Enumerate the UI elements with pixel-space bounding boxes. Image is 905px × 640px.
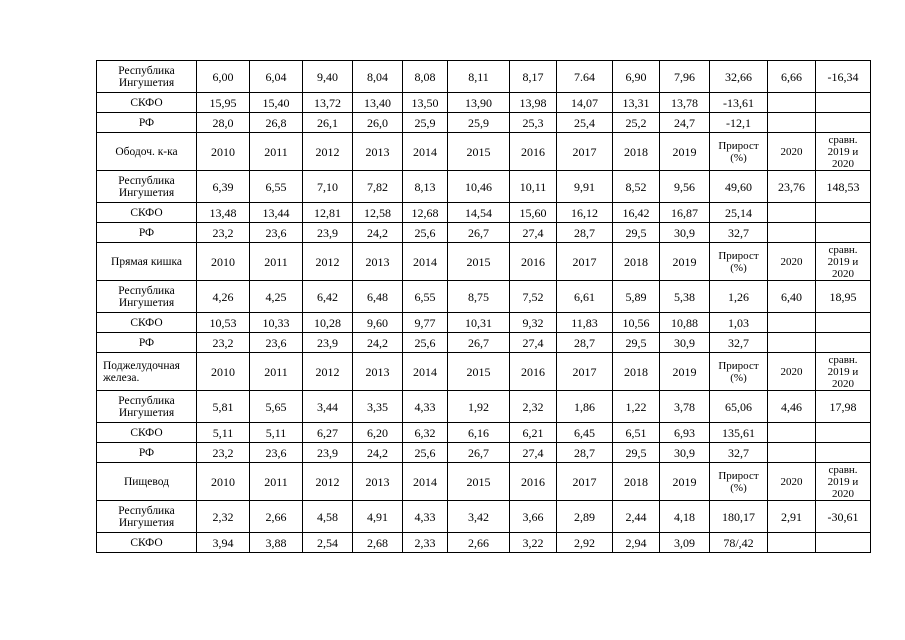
column-header-cell: 2014	[403, 133, 448, 171]
table-cell: 28,7	[557, 333, 613, 353]
table-cell: 2,91	[768, 501, 816, 533]
table-cell: 6,45	[557, 423, 613, 443]
table-cell: 6,90	[613, 61, 660, 93]
column-header-cell: 2016	[510, 353, 557, 391]
table-cell: 5,89	[613, 281, 660, 313]
table-cell: 1,92	[448, 391, 510, 423]
column-header-cell: 2020	[768, 133, 816, 171]
region-label-cell: РФ	[97, 333, 197, 353]
table-cell: 7.64	[557, 61, 613, 93]
table-cell: 3,44	[303, 391, 353, 423]
table-cell: 2,94	[613, 533, 660, 553]
table-cell	[768, 93, 816, 113]
column-header-cell: 2014	[403, 353, 448, 391]
table-cell: 8,75	[448, 281, 510, 313]
table-cell: 3,42	[448, 501, 510, 533]
table-cell: 32,7	[710, 443, 768, 463]
table-cell: 26,7	[448, 443, 510, 463]
column-header-cell: 2010	[197, 243, 250, 281]
table-cell: 6,39	[197, 171, 250, 203]
column-header-cell: 2017	[557, 133, 613, 171]
column-header-cell: 2012	[303, 463, 353, 501]
table-cell: 4,33	[403, 391, 448, 423]
table-cell: 27,4	[510, 223, 557, 243]
region-label-cell: Республика Ингушетия	[97, 501, 197, 533]
table-cell: 12,81	[303, 203, 353, 223]
table-cell: 180,17	[710, 501, 768, 533]
table-cell: 24,2	[353, 333, 403, 353]
table-cell: 5,11	[197, 423, 250, 443]
table-cell: 6,32	[403, 423, 448, 443]
table-cell: 7,10	[303, 171, 353, 203]
table-cell: 13,48	[197, 203, 250, 223]
table-cell: 3,09	[660, 533, 710, 553]
table-cell	[816, 113, 871, 133]
column-header-cell: 2018	[613, 353, 660, 391]
table-cell: 29,5	[613, 443, 660, 463]
table-cell	[816, 203, 871, 223]
table-cell: 8,13	[403, 171, 448, 203]
table-cell: 2,54	[303, 533, 353, 553]
table-cell: 1,26	[710, 281, 768, 313]
column-header-cell: 2019	[660, 133, 710, 171]
table-row	[97, 203, 871, 223]
table-cell: 16,12	[557, 203, 613, 223]
table-cell: 6,51	[613, 423, 660, 443]
column-header-cell: 2016	[510, 133, 557, 171]
region-label-cell: РФ	[97, 443, 197, 463]
column-header-cell: Прирост (%)	[710, 463, 768, 501]
table-cell: 10,56	[613, 313, 660, 333]
table-cell: 23,6	[250, 333, 303, 353]
table-cell: 7,82	[353, 171, 403, 203]
table-cell: 8,52	[613, 171, 660, 203]
table-cell: 2,32	[510, 391, 557, 423]
table-cell: 2,66	[250, 501, 303, 533]
table-cell: 28,7	[557, 223, 613, 243]
table-cell: 7,52	[510, 281, 557, 313]
table-cell: 9,56	[660, 171, 710, 203]
table-cell	[768, 313, 816, 333]
column-header-cell: 2019	[660, 463, 710, 501]
table-cell: 26,7	[448, 333, 510, 353]
table-cell: -16,34	[816, 61, 871, 93]
table-cell: 2,33	[403, 533, 448, 553]
table-cell: 30,9	[660, 333, 710, 353]
table-cell: 6,00	[197, 61, 250, 93]
table-row	[97, 391, 871, 423]
column-header-cell: 2015	[448, 133, 510, 171]
column-header-cell: 2012	[303, 353, 353, 391]
table-cell: 29,5	[613, 333, 660, 353]
table-cell: 9,40	[303, 61, 353, 93]
table-cell	[816, 93, 871, 113]
table-row	[97, 223, 871, 243]
table-cell: 14,54	[448, 203, 510, 223]
table-body	[97, 61, 871, 553]
table-cell: 4,26	[197, 281, 250, 313]
region-label-cell: Республика Ингушетия	[97, 391, 197, 423]
table-cell: 27,4	[510, 443, 557, 463]
table-cell: 23,9	[303, 333, 353, 353]
table-cell: 25,2	[613, 113, 660, 133]
table-cell: 4,33	[403, 501, 448, 533]
table-cell: -30,61	[816, 501, 871, 533]
table-cell: 6,04	[250, 61, 303, 93]
table-cell: 4,25	[250, 281, 303, 313]
table-cell: 26,7	[448, 223, 510, 243]
table-cell	[768, 203, 816, 223]
column-header-cell: 2017	[557, 243, 613, 281]
table-cell: 6,93	[660, 423, 710, 443]
table-cell: 30,9	[660, 443, 710, 463]
table-cell	[768, 113, 816, 133]
region-label-cell: СКФО	[97, 313, 197, 333]
table-row	[97, 61, 871, 93]
table-cell	[768, 423, 816, 443]
column-header-cell: 2016	[510, 463, 557, 501]
region-label-cell: СКФО	[97, 93, 197, 113]
table-cell: 9,60	[353, 313, 403, 333]
section-title-cell: Поджелудочная железа.	[97, 353, 197, 391]
table-cell: 78/,42	[710, 533, 768, 553]
table-cell: 25,6	[403, 223, 448, 243]
table-cell: 8,11	[448, 61, 510, 93]
table-cell: 5,11	[250, 423, 303, 443]
table-cell: 2,32	[197, 501, 250, 533]
table-cell	[816, 313, 871, 333]
table-cell: 4,58	[303, 501, 353, 533]
column-header-cell: 2020	[768, 463, 816, 501]
table-cell: 10,53	[197, 313, 250, 333]
column-header-cell: 2014	[403, 243, 448, 281]
section-header-row	[97, 463, 871, 501]
column-header-cell: 2011	[250, 243, 303, 281]
table-row	[97, 333, 871, 353]
table-cell: 2,89	[557, 501, 613, 533]
statistics-table	[96, 60, 871, 553]
table-cell: 8,08	[403, 61, 448, 93]
table-cell: 32,7	[710, 333, 768, 353]
section-title-cell: Ободоч. к-ка	[97, 133, 197, 171]
table-cell: 23,2	[197, 223, 250, 243]
column-header-cell: 2020	[768, 353, 816, 391]
table-cell: 7,96	[660, 61, 710, 93]
region-label-cell: РФ	[97, 113, 197, 133]
table-cell: 26,8	[250, 113, 303, 133]
table-cell: 6,61	[557, 281, 613, 313]
table-cell: 23,2	[197, 333, 250, 353]
table-row	[97, 423, 871, 443]
table-cell: 9,91	[557, 171, 613, 203]
table-cell: 28,7	[557, 443, 613, 463]
table-cell: 3,94	[197, 533, 250, 553]
table-cell: 13,31	[613, 93, 660, 113]
table-cell: 18,95	[816, 281, 871, 313]
column-header-cell: 2013	[353, 243, 403, 281]
table-cell: 13,98	[510, 93, 557, 113]
table-cell: -13,61	[710, 93, 768, 113]
table-cell	[816, 333, 871, 353]
section-header-row	[97, 353, 871, 391]
table-row	[97, 501, 871, 533]
table-cell	[768, 443, 816, 463]
table-cell: 29,5	[613, 223, 660, 243]
table-cell: 8,17	[510, 61, 557, 93]
column-header-cell: Прирост (%)	[710, 133, 768, 171]
region-label-cell: СКФО	[97, 423, 197, 443]
column-header-cell: 2011	[250, 463, 303, 501]
table-cell: 5,65	[250, 391, 303, 423]
table-row	[97, 443, 871, 463]
table-cell: 2,44	[613, 501, 660, 533]
column-header-cell: 2010	[197, 463, 250, 501]
column-header-cell: 2011	[250, 133, 303, 171]
column-header-cell: 2015	[448, 243, 510, 281]
table-cell: 135,61	[710, 423, 768, 443]
table-cell	[768, 533, 816, 553]
table-cell: 6,48	[353, 281, 403, 313]
table-row	[97, 113, 871, 133]
table-cell: 10,33	[250, 313, 303, 333]
table-cell: 6,27	[303, 423, 353, 443]
column-header-cell: 2013	[353, 133, 403, 171]
table-cell: 6,55	[250, 171, 303, 203]
table-cell: 24,2	[353, 223, 403, 243]
table-cell: 6,16	[448, 423, 510, 443]
table-cell: 6,66	[768, 61, 816, 93]
table-cell: 5,38	[660, 281, 710, 313]
table-cell: 15,95	[197, 93, 250, 113]
column-header-cell: 2017	[557, 353, 613, 391]
table-cell: 12,68	[403, 203, 448, 223]
column-header-cell: сравн. 2019 и 2020	[816, 243, 871, 281]
table-cell: 32,7	[710, 223, 768, 243]
region-label-cell: Республика Ингушетия	[97, 61, 197, 93]
table-cell: 23,6	[250, 223, 303, 243]
table-cell	[816, 223, 871, 243]
table-cell: 3,78	[660, 391, 710, 423]
table-cell: 25,6	[403, 333, 448, 353]
column-header-cell: сравн. 2019 и 2020	[816, 133, 871, 171]
table-cell: 9,77	[403, 313, 448, 333]
table-cell: 16,87	[660, 203, 710, 223]
table-cell: 3,35	[353, 391, 403, 423]
table-cell: 3,88	[250, 533, 303, 553]
column-header-cell: 2020	[768, 243, 816, 281]
table-cell: 24,7	[660, 113, 710, 133]
column-header-cell: 2013	[353, 463, 403, 501]
table-cell: 23,9	[303, 443, 353, 463]
section-header-row	[97, 133, 871, 171]
table-cell: 5,81	[197, 391, 250, 423]
table-cell: 10,11	[510, 171, 557, 203]
table-cell: 6,21	[510, 423, 557, 443]
table-cell: 26,1	[303, 113, 353, 133]
region-label-cell: СКФО	[97, 533, 197, 553]
table-cell: 3,22	[510, 533, 557, 553]
table-cell: 13,50	[403, 93, 448, 113]
table-cell: 28,0	[197, 113, 250, 133]
table-cell: 4,18	[660, 501, 710, 533]
table-cell: 2,92	[557, 533, 613, 553]
table-cell: 23,9	[303, 223, 353, 243]
table-cell: 1,22	[613, 391, 660, 423]
table-cell: 25,6	[403, 443, 448, 463]
table-cell: 32,66	[710, 61, 768, 93]
table-cell: 27,4	[510, 333, 557, 353]
table-cell	[816, 443, 871, 463]
section-header-row	[97, 243, 871, 281]
table-cell: 9,32	[510, 313, 557, 333]
column-header-cell: 2012	[303, 243, 353, 281]
table-cell: 6,20	[353, 423, 403, 443]
column-header-cell: 2019	[660, 353, 710, 391]
table-cell: 3,66	[510, 501, 557, 533]
table-cell: 25,3	[510, 113, 557, 133]
table-cell: 26,0	[353, 113, 403, 133]
table-cell	[816, 423, 871, 443]
table-cell	[768, 333, 816, 353]
table-cell: 12,58	[353, 203, 403, 223]
table-cell: 14,07	[557, 93, 613, 113]
table-cell: 17,98	[816, 391, 871, 423]
table-cell: 25,14	[710, 203, 768, 223]
table-cell: 23,76	[768, 171, 816, 203]
table-cell: 13,44	[250, 203, 303, 223]
column-header-cell: 2018	[613, 133, 660, 171]
section-title-cell: Прямая кишка	[97, 243, 197, 281]
table-cell: 11,83	[557, 313, 613, 333]
table-cell: 16,42	[613, 203, 660, 223]
region-label-cell: РФ	[97, 223, 197, 243]
table-cell: 6,42	[303, 281, 353, 313]
table-cell: 25,9	[403, 113, 448, 133]
table-cell: 1,03	[710, 313, 768, 333]
table-cell: 49,60	[710, 171, 768, 203]
region-label-cell: Республика Ингушетия	[97, 171, 197, 203]
table-cell: 23,2	[197, 443, 250, 463]
table-cell: 2,66	[448, 533, 510, 553]
table-cell: 10,28	[303, 313, 353, 333]
table-cell: 6,40	[768, 281, 816, 313]
table-cell: 6,55	[403, 281, 448, 313]
column-header-cell: сравн. 2019 и 2020	[816, 463, 871, 501]
table-cell: 13,40	[353, 93, 403, 113]
column-header-cell: 2014	[403, 463, 448, 501]
table-cell: -12,1	[710, 113, 768, 133]
column-header-cell: 2012	[303, 133, 353, 171]
column-header-cell: 2015	[448, 353, 510, 391]
table-row	[97, 313, 871, 333]
region-label-cell: Республика Ингушетия	[97, 281, 197, 313]
table-cell: 30,9	[660, 223, 710, 243]
table-cell: 10,46	[448, 171, 510, 203]
section-title-cell: Пищевод	[97, 463, 197, 501]
column-header-cell: Прирост (%)	[710, 243, 768, 281]
table-cell: 15,40	[250, 93, 303, 113]
table-cell: 148,53	[816, 171, 871, 203]
table-row	[97, 281, 871, 313]
table-cell: 25,9	[448, 113, 510, 133]
table-cell: 10,88	[660, 313, 710, 333]
table-cell: 13,90	[448, 93, 510, 113]
table-cell: 2,68	[353, 533, 403, 553]
table-cell: 8,04	[353, 61, 403, 93]
table-row	[97, 533, 871, 553]
table-cell	[768, 223, 816, 243]
table-cell: 13,78	[660, 93, 710, 113]
column-header-cell: 2018	[613, 463, 660, 501]
column-header-cell: 2013	[353, 353, 403, 391]
region-label-cell: СКФО	[97, 203, 197, 223]
table-row	[97, 171, 871, 203]
table-cell: 13,72	[303, 93, 353, 113]
column-header-cell: 2015	[448, 463, 510, 501]
column-header-cell: 2011	[250, 353, 303, 391]
column-header-cell: 2018	[613, 243, 660, 281]
column-header-cell: Прирост (%)	[710, 353, 768, 391]
column-header-cell: 2017	[557, 463, 613, 501]
table-cell: 1,86	[557, 391, 613, 423]
table-cell: 23,6	[250, 443, 303, 463]
table-cell	[816, 533, 871, 553]
column-header-cell: 2010	[197, 133, 250, 171]
table-cell: 15,60	[510, 203, 557, 223]
column-header-cell: сравн. 2019 и 2020	[816, 353, 871, 391]
table-row	[97, 93, 871, 113]
table-cell: 4,46	[768, 391, 816, 423]
table-cell: 24,2	[353, 443, 403, 463]
table-cell: 25,4	[557, 113, 613, 133]
table-cell: 65,06	[710, 391, 768, 423]
column-header-cell: 2016	[510, 243, 557, 281]
table-cell: 10,31	[448, 313, 510, 333]
table-cell: 4,91	[353, 501, 403, 533]
column-header-cell: 2010	[197, 353, 250, 391]
column-header-cell: 2019	[660, 243, 710, 281]
